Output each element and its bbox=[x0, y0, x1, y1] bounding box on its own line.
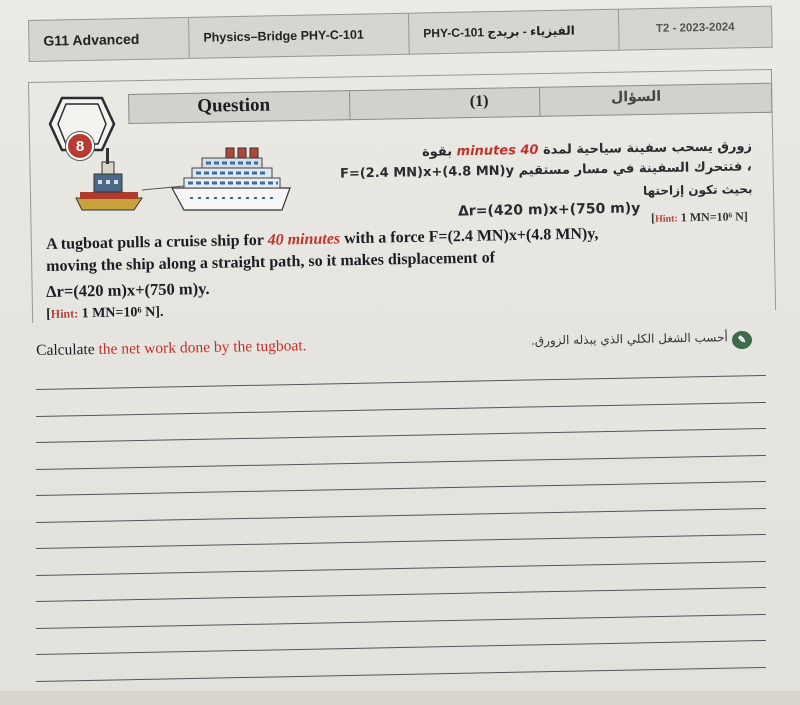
english-hint: [Hint: 1 MN=10⁶ N]. bbox=[46, 304, 164, 322]
answer-line[interactable] bbox=[36, 375, 766, 390]
task-prompt-ar: أحسب الشغل الكلي الذي يبذله الزورق. bbox=[531, 330, 729, 348]
answer-line[interactable] bbox=[36, 587, 766, 602]
grade-label: G11 Advanced bbox=[29, 18, 190, 61]
answer-line[interactable] bbox=[36, 507, 766, 522]
arabic-hint: [Hint: 1 MN=10⁶ N] bbox=[651, 209, 749, 225]
exam-header bbox=[28, 6, 773, 62]
arabic-formula: Δr=(420 m)x+(750 m)y bbox=[457, 200, 641, 220]
course-label-ar: PHY-C-101 الفيزياء - بريدج bbox=[409, 10, 620, 54]
term-label: T2 - 2023-2024 bbox=[655, 21, 735, 35]
answer-line[interactable] bbox=[36, 428, 766, 443]
pen-icon: ✎ bbox=[732, 331, 752, 349]
arabic-line-2: ، فتتحرك السفينة في مسار مستقيم F=(2.4 MN)x+(4.8 MN)y bbox=[340, 159, 753, 182]
question-label-ar: السؤال bbox=[610, 88, 662, 106]
english-line-3: Δr=(420 m)x+(750 m)y. bbox=[46, 278, 210, 301]
answer-line[interactable] bbox=[36, 640, 766, 655]
answer-line[interactable] bbox=[36, 613, 766, 628]
answer-line[interactable] bbox=[36, 454, 766, 469]
answer-line[interactable] bbox=[36, 401, 766, 416]
answer-line[interactable] bbox=[36, 560, 766, 575]
tugboat-cruise-ship-icon bbox=[72, 140, 302, 220]
arabic-line-1: زورق يسحب سفينة سياحية لمدة 40 minutes بقوة bbox=[421, 139, 753, 160]
arabic-line-3: بحيث تكون إزاحتها bbox=[642, 182, 753, 198]
answer-line[interactable] bbox=[36, 481, 766, 496]
question-badge: 8 bbox=[66, 132, 94, 160]
answer-lines bbox=[36, 375, 780, 705]
english-line-2: moving the ship along a straight path, so it makes displacement of bbox=[46, 249, 496, 275]
question-label: Question bbox=[197, 94, 271, 117]
answer-line[interactable] bbox=[36, 534, 766, 549]
answer-line[interactable] bbox=[36, 666, 766, 681]
english-line-1: A tugboat pulls a cruise ship for 40 minutes with a force F=(2.4 MN)x+(4.8 MN)y, bbox=[46, 225, 599, 253]
course-label: Physics–Bridge PHY-C-101 bbox=[189, 14, 410, 58]
task-prompt: Calculate the net work done by the tugboat. bbox=[36, 337, 307, 359]
question-number: (1) bbox=[469, 92, 489, 111]
